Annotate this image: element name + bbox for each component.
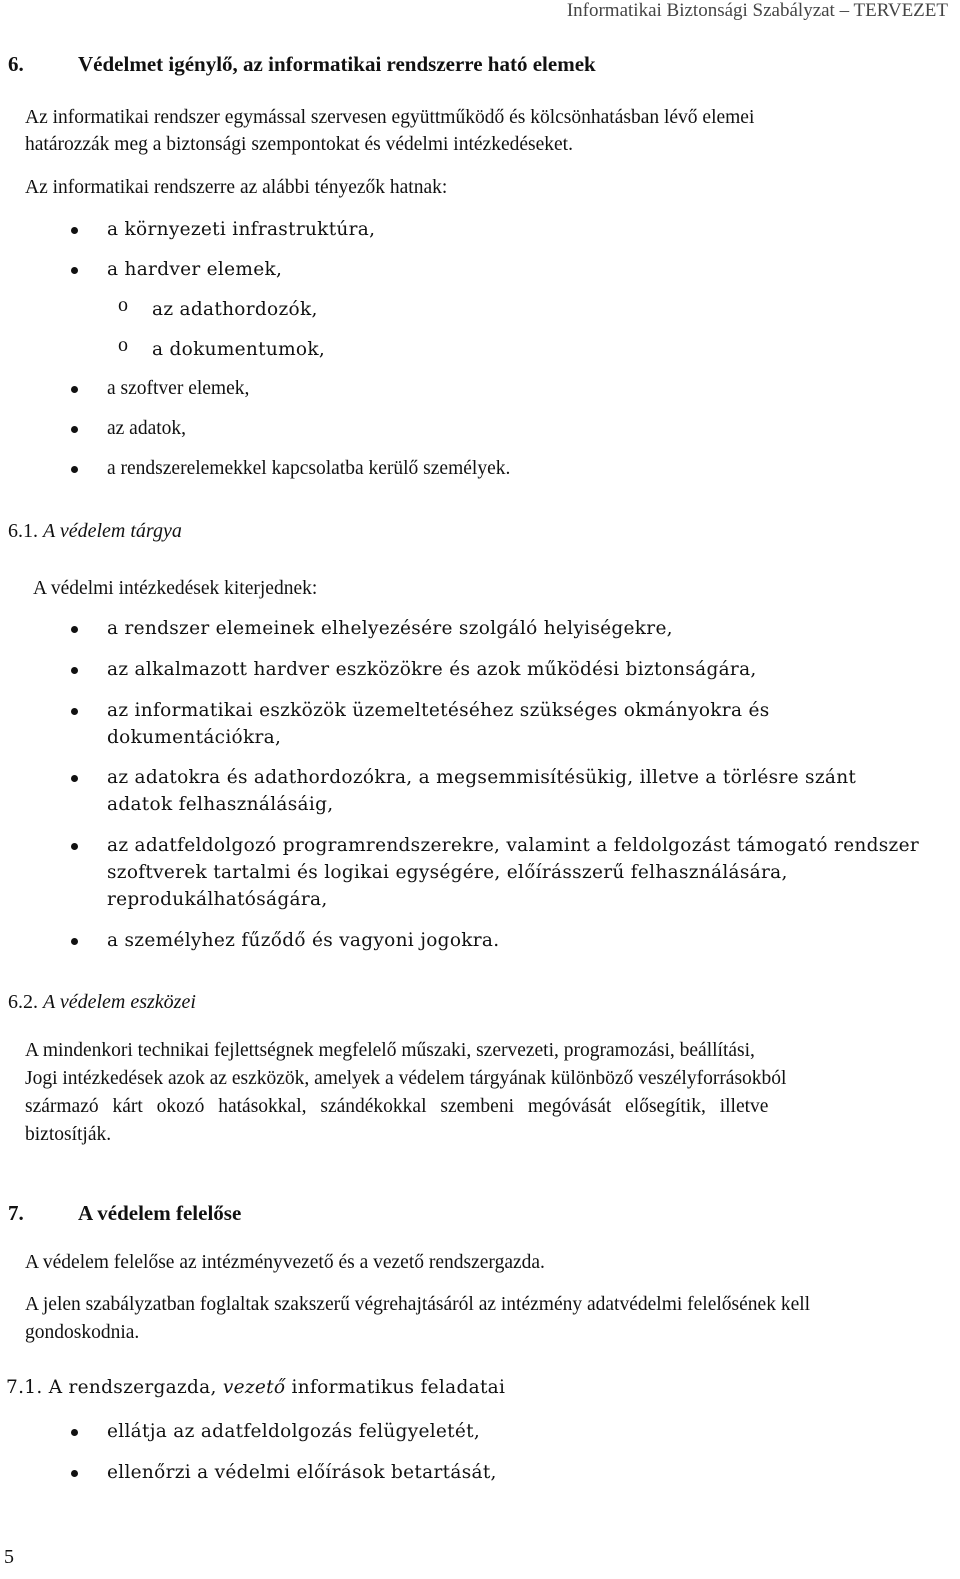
factor-item: a környezeti infrastruktúra, (107, 219, 376, 240)
section-7-1-heading (6, 1377, 505, 1398)
factor-item: a rendszerelemekkel kapcsolatba kerülő személyek. (107, 458, 511, 479)
section-6-1-number: 6.1. (8, 520, 38, 542)
section-6-1-title: A védelem tárgya (43, 520, 182, 542)
duty-item: ellátja az adatfeldolgozás felügyeletét, (107, 1421, 481, 1442)
document-header: Informatikai Biztonsági Szabályzat – TERVEZET (566, 0, 948, 21)
section-6-paragraph-line-1: Az informatikai rendszer egymással szervesen együttműködő és kölcsönhatásban lévő elemei (25, 107, 755, 128)
factor-item: a hardver elemek, (107, 259, 283, 280)
section-7-1-title-part-2: vezető (222, 1377, 286, 1398)
bullet-icon (71, 267, 78, 274)
section-6-2-line-4: biztosítják. (25, 1124, 112, 1145)
bullet-icon (71, 938, 78, 945)
protection-item: a személyhez fűződő és vagyoni jogokra. (107, 930, 500, 951)
section-7-1-number: 7.1. (6, 1377, 43, 1398)
bullet-icon (71, 667, 78, 674)
section-6-2-number: 6.2. (8, 991, 38, 1013)
section-6-2-title: A védelem eszközei (43, 991, 196, 1013)
bullet-icon (71, 1470, 78, 1477)
bullet-icon (71, 1429, 78, 1436)
section-7-paragraph-2-line-1: A jelen szabályzatban foglaltak szakszerű végrehajtásáról az intézmény adatvédelmi felelősének kell (25, 1294, 811, 1315)
bullet-icon (71, 708, 78, 715)
bullet-icon (71, 426, 78, 433)
sub-bullet-icon: o (118, 334, 128, 356)
section-7-paragraph-2-line-2: gondoskodnia. (25, 1322, 140, 1343)
duty-item: ellenőrzi a védelmi előírások betartását, (107, 1462, 497, 1483)
section-6-2-line-1: A mindenkori technikai fejlettségnek megfelelő műszaki, szervezeti, programozási, beállítási, (25, 1040, 755, 1061)
bullet-icon (71, 775, 78, 782)
section-6-2-heading (8, 991, 196, 1014)
section-6-paragraph-line-2: határozzák meg a biztonsági szempontokat és védelmi intézkedéseket. (25, 134, 573, 155)
factor-item: a szoftver elemek, (107, 378, 250, 399)
section-6-2-line-3: származó kárt okozó hatásokkal, szándékokkal szembeni megóvását elősegítik, illetve (25, 1096, 769, 1117)
protection-item-continuation: dokumentációkra, (107, 727, 282, 748)
section-7-1-title-part-1: A rendszergazda, (48, 1377, 217, 1398)
section-6-1-intro: A védelmi intézkedések kiterjednek: (33, 578, 318, 599)
bullet-icon (71, 227, 78, 234)
section-7-paragraph-1: A védelem felelőse az intézményvezető és a vezető rendszergazda. (25, 1252, 545, 1273)
sub-bullet-icon: o (118, 294, 128, 316)
factor-subitem: az adathordozók, (152, 299, 318, 320)
bullet-icon (71, 626, 78, 633)
bullet-icon (71, 466, 78, 473)
page-number: 5 (4, 1546, 14, 1568)
section-6-title: Védelmet igénylő, az informatikai rendszerre ható elemek (78, 52, 596, 76)
section-6-intro: Az informatikai rendszerre az alábbi tényezők hatnak: (25, 177, 448, 198)
section-6-1-heading (8, 520, 182, 543)
factor-subitem: a dokumentumok, (152, 339, 326, 360)
bullet-icon (71, 843, 78, 850)
protection-item: az adatokra és adathordozókra, a megsemmisítésükig, illetve a törlésre szánt (107, 767, 857, 788)
protection-item-continuation: szoftverek tartalmi és logikai egységére, előírásszerű felhasználására, (107, 862, 788, 883)
section-6-number: 6. (8, 52, 24, 76)
section-7-1-title-part-3: informatikus feladatai (291, 1377, 506, 1398)
protection-item: az informatikai eszközök üzemeltetéséhez szükséges okmányokra és (107, 700, 770, 721)
protection-item-continuation: adatok felhasználásáig, (107, 794, 334, 815)
protection-item: a rendszer elemeinek elhelyezésére szolgáló helyiségekre, (107, 618, 673, 639)
section-7-number: 7. (8, 1201, 24, 1225)
section-6-2-line-2: Jogi intézkedések azok az eszközök, amelyek a védelem tárgyának különböző veszélyforrásokból (25, 1068, 787, 1089)
protection-item: az adatfeldolgozó programrendszerekre, valamint a feldolgozást támogató rendszer (107, 835, 919, 856)
protection-item-continuation: reprodukálhatóságára, (107, 889, 328, 910)
protection-item: az alkalmazott hardver eszközökre és azok működési biztonságára, (107, 659, 757, 680)
bullet-icon (71, 386, 78, 393)
factor-item: az adatok, (107, 418, 187, 439)
section-7-title: A védelem felelőse (78, 1201, 242, 1225)
